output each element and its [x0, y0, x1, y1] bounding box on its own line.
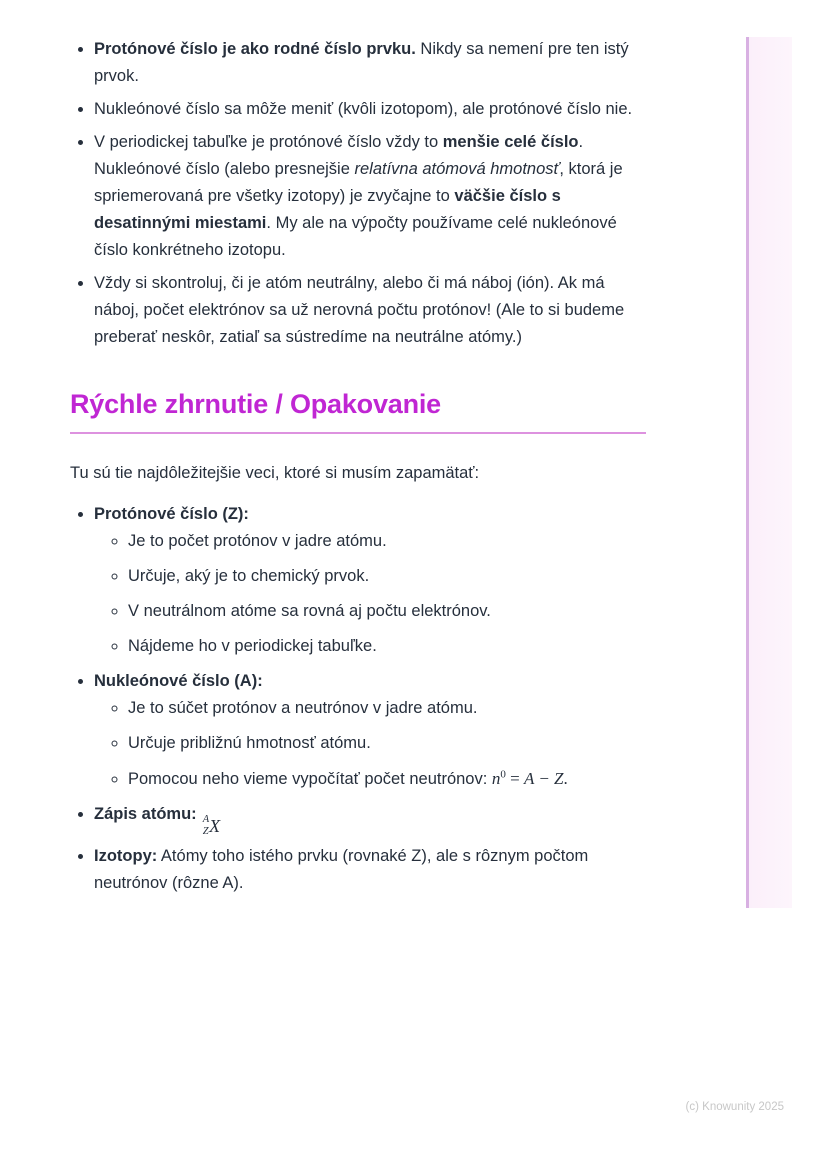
sub-list-item [128, 765, 646, 793]
math-expression: A − Z [524, 769, 564, 788]
sub-list-item [128, 598, 646, 625]
list-item-nucleon-number [94, 668, 646, 793]
sub-list-item [128, 730, 646, 757]
text-run: V periodickej tabuľke je protónové číslo vždy to [94, 133, 443, 151]
term-title: Nukleónové číslo (A): [94, 672, 263, 690]
sub-list-item [128, 528, 646, 555]
italic-run: relatívna atómová hmotnosť [354, 160, 560, 178]
side-highlight-strip [746, 37, 792, 908]
bold-run: menšie celé číslo [442, 133, 579, 151]
list-item [94, 270, 646, 351]
sub-list-item [128, 563, 646, 590]
neutron-formula [492, 769, 568, 788]
mass-number: A [202, 814, 210, 825]
text-run: Pomocou neho vieme vypočítať počet neutrónov: [128, 770, 492, 788]
text-run: Nukleónové číslo sa môže meniť (kvôli izotopom), ale protónové číslo nie. [94, 100, 633, 118]
text-run: Určuje približnú hmotnosť atómu. [128, 734, 371, 752]
heading-divider [70, 432, 646, 434]
text-run: . Nukleónové číslo (alebo presnejšie [94, 133, 584, 178]
math-period: . [563, 769, 568, 788]
text-run: Je to súčet protónov a neutrónov v jadre atómu. [128, 699, 478, 717]
list-item [94, 36, 646, 90]
text-run: Nájdeme ho v periodickej tabuľke. [128, 637, 377, 655]
term-title: Zápis atómu: [94, 805, 197, 823]
section-heading: Rýchle zhrnutie / Opakovanie [70, 389, 442, 419]
text-run: , ktorá je spriemerovaná pre všetky izotopy) je zvyčajne to [94, 160, 623, 205]
list-item-isotopes [94, 843, 646, 897]
list-item-atom-notation [94, 801, 646, 837]
math-equals: = [505, 769, 524, 788]
term-title: Protónové číslo (Z): [94, 505, 249, 523]
notes-bullet-list [70, 36, 646, 351]
term-title: Izotopy: [94, 847, 158, 866]
proton-number: Z [202, 825, 209, 837]
text-run: Je to počet protónov v jadre atómu. [128, 532, 387, 550]
text-run: Nikdy sa nemení pre ten istý prvok. [94, 40, 629, 85]
sub-list [94, 528, 646, 660]
text-run: Vždy si skontroluj, či je atóm neutrálny, alebo či má náboj (ión). Ak má náboj, počet elektrónov sa už nerovná počtu protónov! (Ale to si budeme preberať neskôr, zatiaľ sa sústredíme na neutrálne atómy.) [94, 274, 625, 346]
text-run: Určuje, aký je to chemický prvok. [128, 567, 370, 585]
list-item-proton-number [94, 501, 646, 660]
list-item [94, 129, 646, 264]
notes-content [70, 36, 646, 903]
intro-paragraph: Tu sú tie najdôležitejšie veci, ktoré si musím zapamätať: [70, 464, 480, 482]
nuclide-notation [203, 814, 220, 837]
sub-list [94, 695, 646, 793]
bold-run: väčšie číslo s desatinnými miestami [94, 187, 561, 232]
math-variable: n [491, 769, 501, 788]
sub-list-item [128, 633, 646, 660]
text-run: Atómy toho istého prvku (rovnaké Z), ale s rôznym počtom neutrónov (rôzne A). [94, 847, 589, 893]
text-run: . My ale na výpočty používame celé nukleónové číslo konkrétneho izotopu. [94, 214, 617, 259]
footer-copyright: (c) Knowunity 2025 [685, 1101, 784, 1113]
sub-list-item [128, 695, 646, 722]
element-symbol: X [209, 815, 221, 836]
text-run: V neutrálnom atóme sa rovná aj počtu elektrónov. [128, 602, 491, 620]
summary-bullet-list [70, 501, 646, 897]
math-superscript: 0 [500, 768, 506, 781]
bold-run: Protónové číslo je ako rodné číslo prvku. [94, 40, 416, 58]
list-item [94, 96, 646, 123]
